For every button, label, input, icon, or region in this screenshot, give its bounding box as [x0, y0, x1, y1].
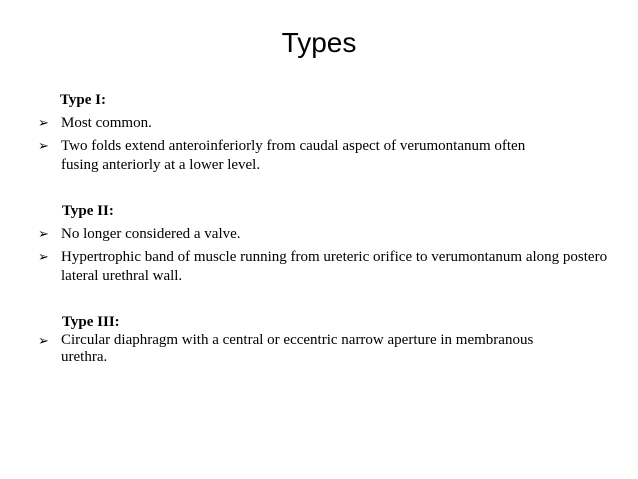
arrowhead-bullet-icon: ➢ — [38, 334, 49, 349]
arrowhead-bullet-icon: ➢ — [38, 250, 49, 265]
bullet-text: Most common. — [61, 115, 152, 131]
section-heading-type-ii: Type II: — [62, 203, 114, 219]
arrowhead-bullet-icon: ➢ — [38, 116, 49, 131]
bullet-text: Hypertrophic band of muscle running from ureteric orifice to verumontanum along postero lateral urethral wall. — [61, 249, 608, 284]
bullet-text: Circular diaphragm with a central or eccentric narrow aperture in membranous urethra. — [61, 332, 534, 365]
section-heading-type-iii: Type III: — [62, 314, 120, 330]
bullet-text: Two folds extend anteroinferiorly from caudal aspect of verumontanum often fusing anteriorly at a lower level. — [61, 138, 526, 173]
bullet-text: No longer considered a valve. — [61, 226, 241, 242]
arrowhead-bullet-icon: ➢ — [38, 227, 49, 242]
section-heading-type-i: Type I: — [60, 92, 106, 108]
arrowhead-bullet-icon: ➢ — [38, 139, 49, 154]
slide-title: Types — [281, 27, 357, 58]
